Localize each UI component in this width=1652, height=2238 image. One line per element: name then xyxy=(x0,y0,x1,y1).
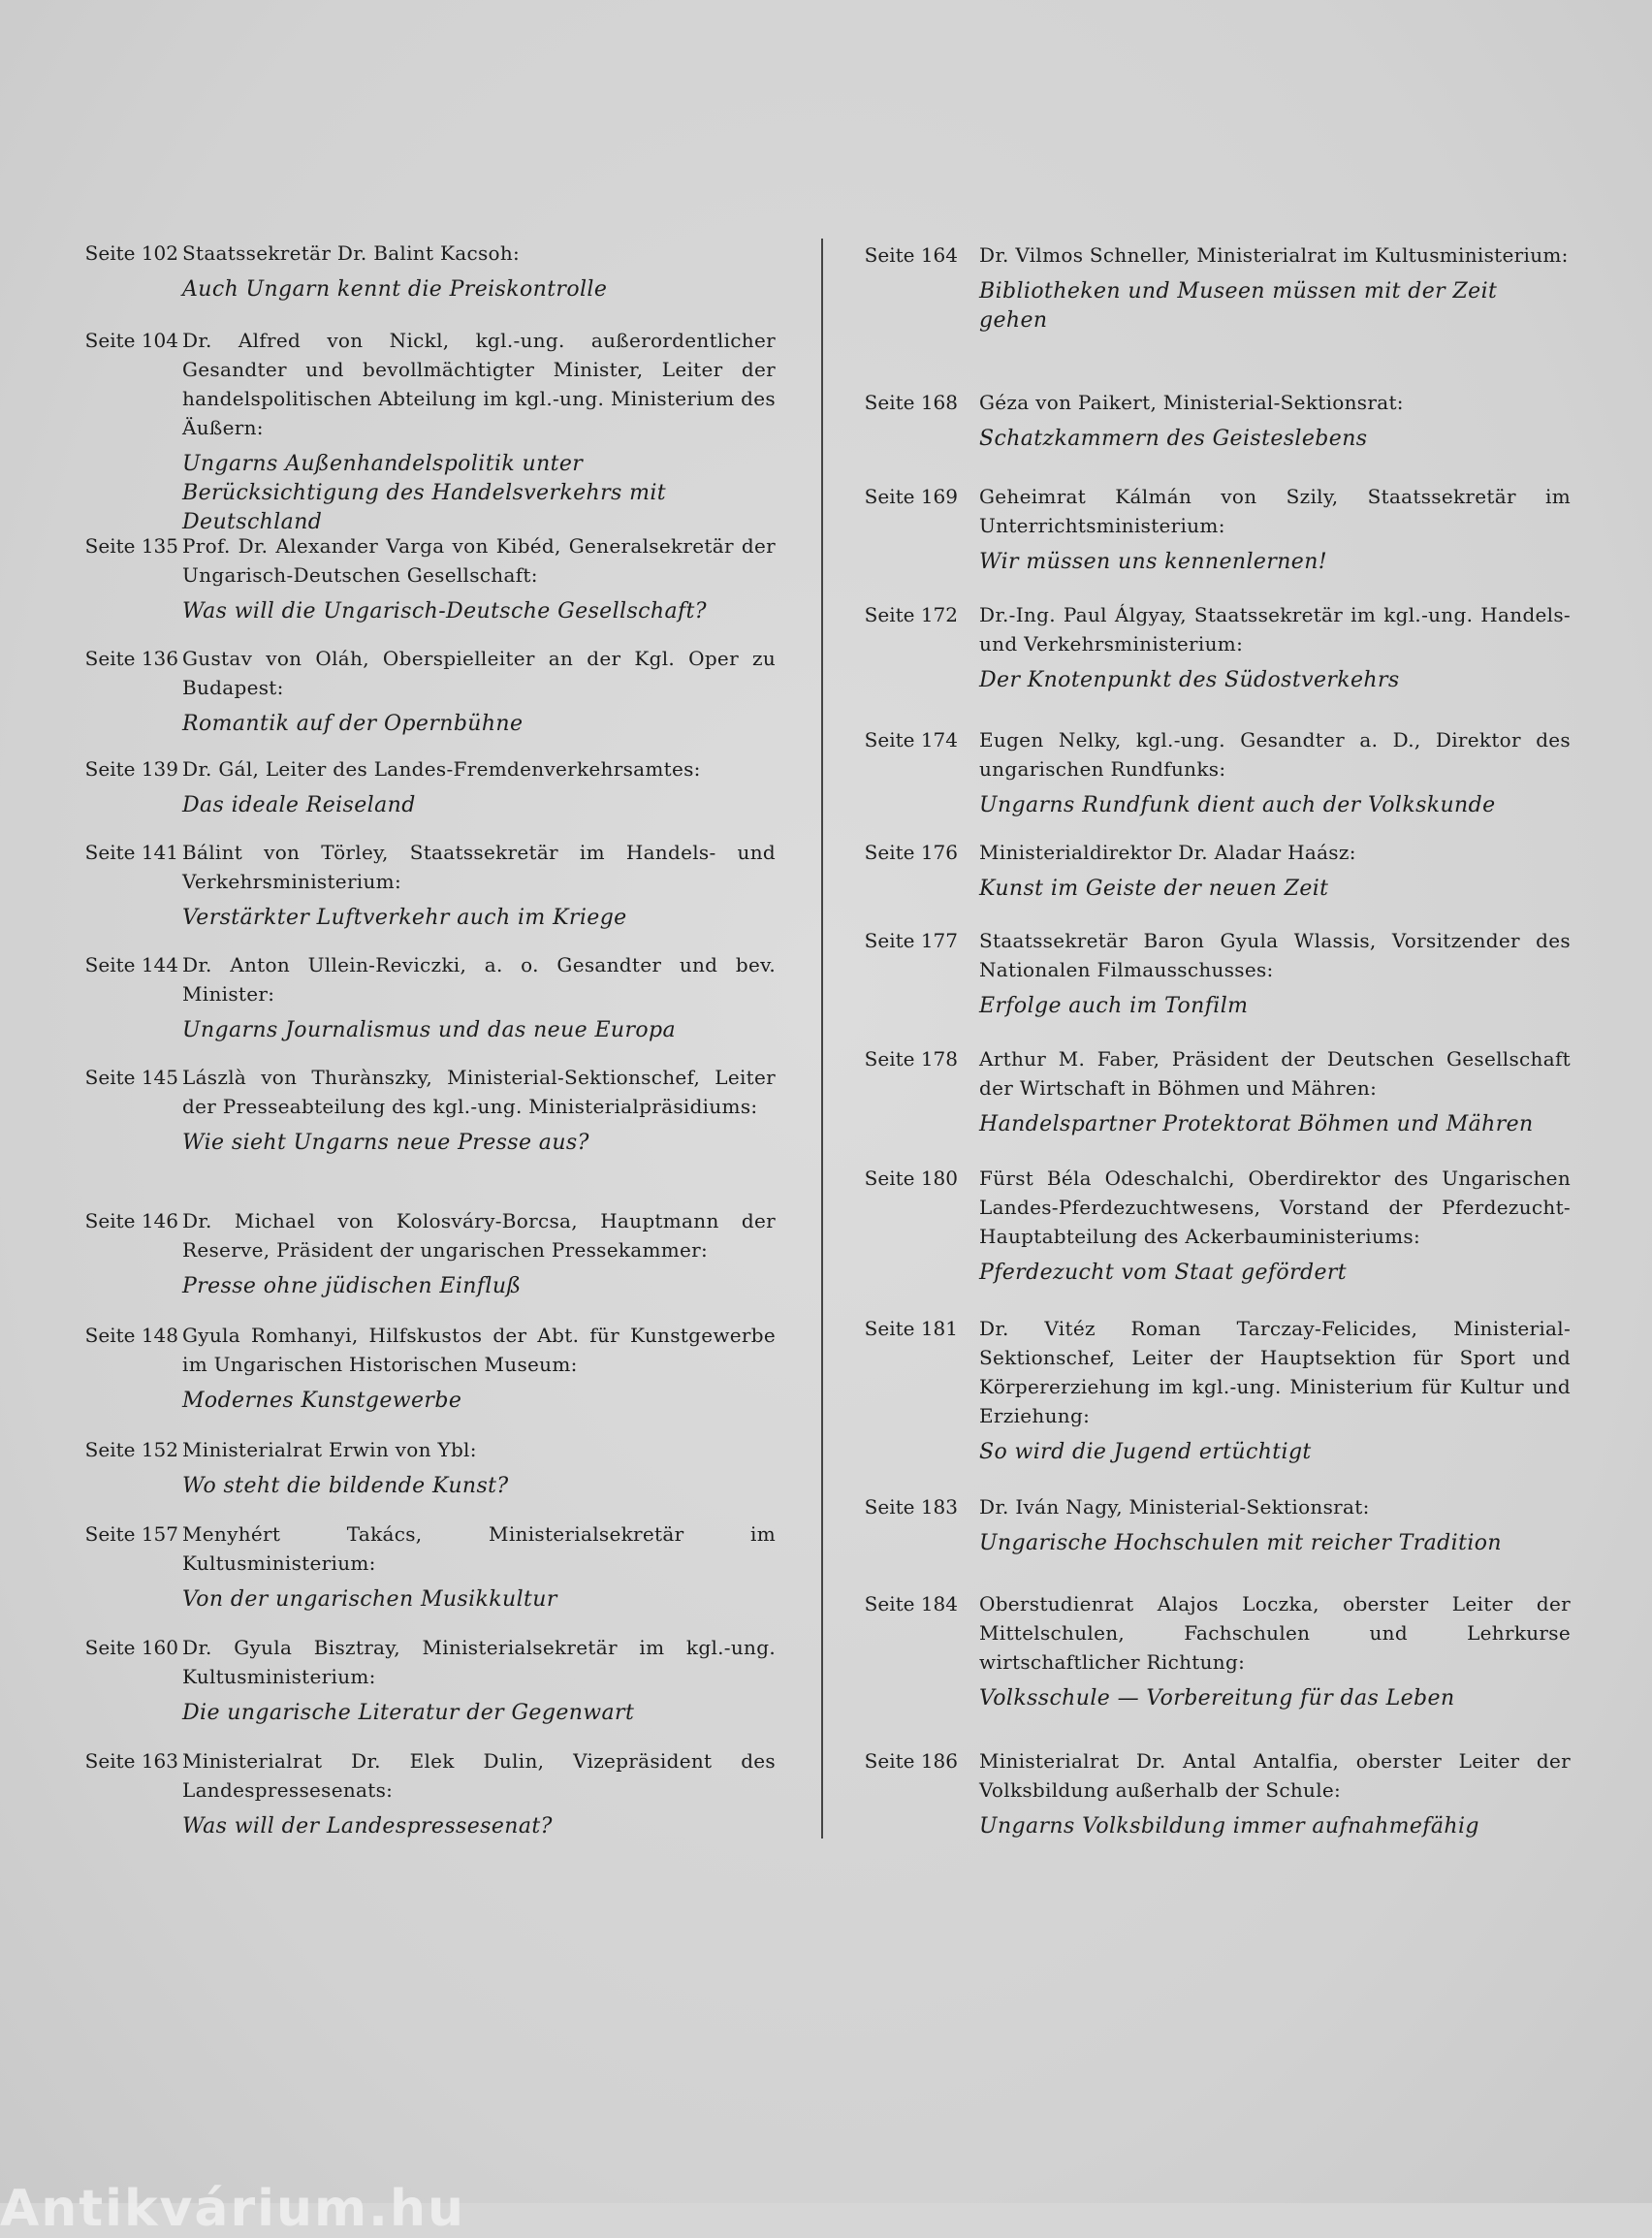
entry-body xyxy=(182,1435,776,1501)
article-title: Ungarische Hochschulen mit reicher Tradition xyxy=(979,1531,1502,1555)
toc-entry xyxy=(62,644,776,736)
toc-entry xyxy=(861,1746,1571,1838)
entry-body xyxy=(979,926,1571,1021)
page-number: Seite 139 xyxy=(84,757,178,781)
author-description: Gustav von Oláh, Oberspielleiter an der Kgl. Oper zu Budapest: xyxy=(182,647,776,699)
author-description: Géza von Paikert, Ministerial-Sektionsrat: xyxy=(979,391,1404,414)
page-number: Seite 164 xyxy=(864,243,958,267)
entry-body xyxy=(182,644,776,739)
entry-body xyxy=(182,1633,776,1728)
article-title: Ungarns Journalismus und das neue Europa xyxy=(182,1018,677,1042)
toc-entry xyxy=(62,1206,776,1298)
article-title: So wird die Jugend ertüchtigt xyxy=(979,1440,1312,1464)
article-title: Ungarns Volksbildung immer aufnahmefähig xyxy=(979,1814,1479,1838)
entry-body xyxy=(182,838,776,933)
article-title: Ungarns Rundfunk dient auch der Volkskunde xyxy=(979,793,1496,817)
toc-entry xyxy=(861,1589,1571,1710)
entry-body xyxy=(979,1589,1571,1713)
page-number: Seite 152 xyxy=(84,1438,178,1461)
toc-entry xyxy=(861,926,1571,1018)
article-title: Modernes Kunstgewerbe xyxy=(182,1389,462,1413)
article-title: Von der ungarischen Musikkultur xyxy=(182,1587,557,1612)
article-title: Presse ohne jüdischen Einfluß xyxy=(182,1274,522,1298)
entry-body xyxy=(979,1314,1571,1467)
article-title: Volksschule — Vorbereitung für das Leben xyxy=(979,1686,1455,1710)
author-description: Prof. Dr. Alexander Varga von Kibéd, Generalsekretär der Ungarisch-Deutschen Gesellschaft: xyxy=(182,534,776,587)
article-title: Schatzkammern des Geisteslebens xyxy=(979,427,1368,451)
entry-body xyxy=(979,725,1571,820)
entry-body xyxy=(979,838,1571,904)
toc-entry xyxy=(62,1435,509,1498)
entry-body xyxy=(979,388,1571,454)
article-title: Was will die Ungarisch-Deutsche Gesellschaft? xyxy=(182,599,707,623)
article-title: Was will der Landespressesenat? xyxy=(182,1814,553,1838)
page-number: Seite 144 xyxy=(84,953,178,976)
entry-body xyxy=(979,482,1571,577)
page-number: Seite 102 xyxy=(84,241,178,265)
page-number: Seite 160 xyxy=(84,1636,178,1659)
author-description: Ministerialrat Dr. Antal Antalfia, oberster Leiter der Volksbildung außerhalb der Schule: xyxy=(979,1749,1571,1802)
page-number: Seite 176 xyxy=(864,841,958,864)
toc-entry xyxy=(62,531,776,623)
author-description: Lászlà von Thurànszky, Ministerial-Sektionschef, Leiter der Presseabteilung des kgl.-ung. Ministerialpräsidiums: xyxy=(182,1066,776,1118)
entry-body xyxy=(182,754,776,820)
author-description: Dr. Gyula Bisztray, Ministerialsekretär im kgl.-ung. Kultusministerium: xyxy=(182,1636,776,1688)
toc-entry xyxy=(861,1164,1571,1285)
column-divider xyxy=(821,239,823,1838)
author-description: Ministerialrat Erwin von Ybl: xyxy=(182,1438,477,1461)
page-number: Seite 135 xyxy=(84,534,178,558)
toc-entry xyxy=(62,326,776,534)
author-description: Staatssekretär Baron Gyula Wlassis, Vorsitzender des Nationalen Filmausschusses: xyxy=(979,929,1571,981)
entry-body xyxy=(182,1063,776,1158)
page-number: Seite 169 xyxy=(864,485,958,508)
page-number: Seite 174 xyxy=(864,728,958,751)
page-number: Seite 183 xyxy=(864,1495,958,1519)
page-number: Seite 104 xyxy=(84,329,178,352)
entry-body xyxy=(979,600,1571,695)
author-description: Dr. Gál, Leiter des Landes-Fremdenverkehrsamtes: xyxy=(182,757,701,781)
toc-entry xyxy=(62,1746,776,1838)
page-number: Seite 186 xyxy=(864,1749,958,1773)
toc-entry xyxy=(861,388,1404,451)
article-title: Wo steht die bildende Kunst? xyxy=(182,1474,509,1498)
author-description: Gyula Romhanyi, Hilfskustos der Abt. für Kunstgewerbe im Ungarischen Historischen Museum: xyxy=(182,1324,776,1376)
entry-body xyxy=(979,240,1571,336)
page-number: Seite 177 xyxy=(864,929,958,952)
entry-body xyxy=(182,950,776,1045)
author-description: Fürst Béla Odeschalchi, Oberdirektor des Ungarischen Landes-Pferdezuchtwesens, Vorstand der Pferdezucht-Hauptabteilung des Ackerbauministeriums: xyxy=(979,1167,1571,1248)
entry-body xyxy=(979,1044,1571,1139)
article-title: Bibliotheken und Museen müssen mit der Zeit gehen xyxy=(979,279,1498,333)
author-description: Dr. Vitéz Roman Tarczay-Felicides, Ministerial-Sektionschef, Leiter der Hauptsektion für Sport und Körpererziehung im kgl.-ung. Ministerium für Kultur und Erziehung: xyxy=(979,1317,1571,1427)
article-title: Romantik auf der Opernbühne xyxy=(182,712,524,736)
page-number: Seite 141 xyxy=(84,841,178,864)
article-title: Handelspartner Protektorat Böhmen und Mähren xyxy=(979,1112,1534,1136)
toc-entry xyxy=(62,950,776,1042)
entry-body xyxy=(182,1206,776,1301)
toc-entry xyxy=(62,239,608,302)
author-description: Bálint von Törley, Staatssekretär im Handels- und Verkehrsministerium: xyxy=(182,841,776,893)
author-description: Ministerialrat Dr. Elek Dulin, Vizepräsident des Landespressesenats: xyxy=(182,1749,776,1802)
article-title: Wir müssen uns kennenlernen! xyxy=(979,550,1328,574)
article-title: Der Knotenpunkt des Südostverkehrs xyxy=(979,668,1400,692)
entry-body xyxy=(182,239,776,304)
author-description: Dr. Michael von Kolosváry-Borcsa, Hauptmann der Reserve, Präsident der ungarischen Pressekammer: xyxy=(182,1209,776,1262)
page-number: Seite 145 xyxy=(84,1066,178,1089)
entry-body xyxy=(979,1164,1571,1288)
page-number: Seite 172 xyxy=(864,603,958,626)
toc-entry xyxy=(62,1633,776,1725)
article-title: Ungarns Außenhandelspolitik unter Berücksichtigung des Handelsverkehrs mit Deutschland xyxy=(182,452,667,534)
entry-body xyxy=(182,326,776,537)
toc-entry xyxy=(861,240,1569,333)
article-title: Kunst im Geiste der neuen Zeit xyxy=(979,877,1329,901)
toc-entry xyxy=(861,1492,1502,1555)
entry-body xyxy=(182,1321,776,1416)
author-description: Geheimrat Kálmán von Szily, Staatssekretär im Unterrichtsministerium: xyxy=(979,485,1571,537)
toc-entry xyxy=(861,482,1571,574)
page-number: Seite 178 xyxy=(864,1047,958,1071)
toc-entry xyxy=(62,838,776,930)
page-number: Seite 180 xyxy=(864,1167,958,1190)
toc-entry xyxy=(861,1044,1571,1136)
page-number: Seite 163 xyxy=(84,1749,178,1773)
entry-body xyxy=(979,1492,1571,1558)
toc-entry xyxy=(62,754,701,817)
page-number: Seite 157 xyxy=(84,1522,178,1546)
toc-entry xyxy=(62,1519,776,1612)
toc-entry xyxy=(62,1063,776,1155)
author-description: Dr. Alfred von Nickl, kgl.-ung. außerordentlicher Gesandter und bevollmächtigter Minister, Leiter der handelspolitischen Abteilung im kgl.-ung. Ministerium des Äußern: xyxy=(182,329,776,439)
author-description: Arthur M. Faber, Präsident der Deutschen Gesellschaft der Wirtschaft in Böhmen und Mähren: xyxy=(979,1047,1571,1100)
toc-entry xyxy=(62,1321,776,1413)
author-description: Ministerialdirektor Dr. Aladar Haász: xyxy=(979,841,1356,864)
entry-body xyxy=(182,531,776,626)
entry-body xyxy=(979,1746,1571,1841)
article-title: Verstärkter Luftverkehr auch im Kriege xyxy=(182,906,627,930)
author-description: Dr. Iván Nagy, Ministerial-Sektionsrat: xyxy=(979,1495,1370,1519)
author-description: Oberstudienrat Alajos Loczka, oberster Leiter der Mittelschulen, Fachschulen und Lehrkurse wirtschaftlicher Richtung: xyxy=(979,1592,1571,1674)
watermark: Antikvárium.hu xyxy=(0,2180,465,2238)
page-number: Seite 146 xyxy=(84,1209,178,1232)
toc-entry xyxy=(861,725,1571,817)
article-title: Wie sieht Ungarns neue Presse aus? xyxy=(182,1131,589,1155)
toc-entry xyxy=(861,1314,1571,1464)
entry-body xyxy=(182,1519,776,1615)
page-number: Seite 136 xyxy=(84,647,178,670)
page-number: Seite 184 xyxy=(864,1592,958,1615)
author-description: Staatssekretär Dr. Balint Kacsoh: xyxy=(182,241,521,265)
author-description: Dr.-Ing. Paul Álgyay, Staatssekretär im kgl.-ung. Handels- und Verkehrsministerium: xyxy=(979,603,1571,655)
author-description: Dr. Vilmos Schneller, Ministerialrat im Kultusministerium: xyxy=(979,243,1569,267)
author-description: Eugen Nelky, kgl.-ung. Gesandter a. D., Direktor des ungarischen Rundfunks: xyxy=(979,728,1571,781)
author-description: Dr. Anton Ullein-Reviczki, a. o. Gesandter und bev. Minister: xyxy=(182,953,776,1006)
article-title: Erfolge auch im Tonfilm xyxy=(979,994,1249,1018)
page-number: Seite 168 xyxy=(864,391,958,414)
page-number: Seite 148 xyxy=(84,1324,178,1347)
entry-body xyxy=(182,1746,776,1841)
toc-entry xyxy=(861,600,1571,692)
article-title: Die ungarische Literatur der Gegenwart xyxy=(182,1701,635,1725)
page-number: Seite 181 xyxy=(864,1317,958,1340)
article-title: Das ideale Reiseland xyxy=(182,793,416,817)
author-description: Menyhért Takács, Ministerialsekretär im Kultusministerium: xyxy=(182,1522,776,1575)
article-title: Auch Ungarn kennt die Preiskontrolle xyxy=(182,277,608,302)
toc-entry xyxy=(861,838,1356,901)
article-title: Pferdezucht vom Staat gefördert xyxy=(979,1261,1348,1285)
